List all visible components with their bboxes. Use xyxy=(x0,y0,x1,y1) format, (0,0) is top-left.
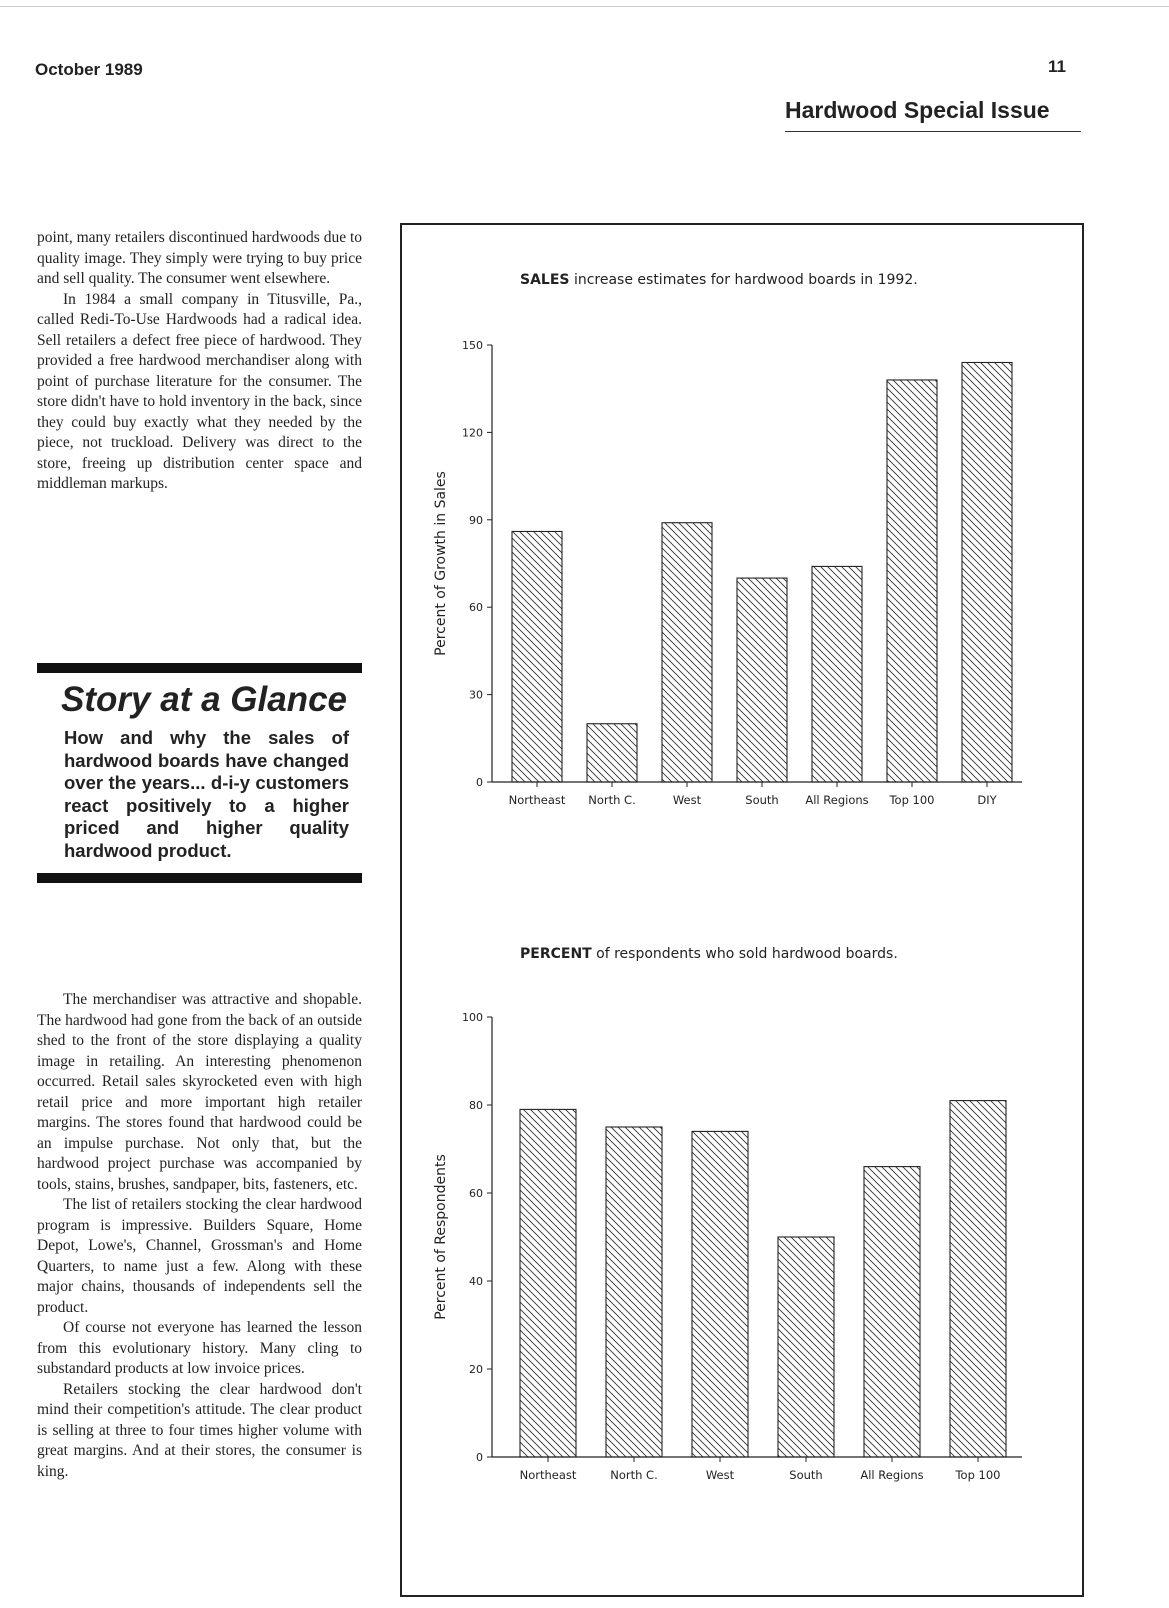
y-tick-label: 20 xyxy=(469,1363,483,1376)
x-tick-label: Top 100 xyxy=(955,1468,1001,1482)
y-axis-label: Percent of Respondents xyxy=(433,1154,449,1320)
bar xyxy=(950,1101,1006,1457)
article-paragraph: Retailers stocking the clear hardwood don't mind their competition's attitude. The clear product is selling at three to four times higher volume with great margins. And at their stores, the consumer is king. xyxy=(37,1380,362,1480)
article-paragraph: The list of retailers stocking the clear hardwood program is impressive. Builders Square, Home Depot, Lowe's, Channel, Grossman's and Home Quarters, to name just a few. Along with these major chains, thousands of independents sell the product. xyxy=(37,1196,362,1316)
y-tick-label: 0 xyxy=(476,776,483,789)
y-tick-label: 40 xyxy=(469,1275,483,1288)
x-tick-label: North C. xyxy=(588,793,636,807)
chart-2 xyxy=(433,946,1022,1482)
chart-title: SALES increase estimates for hardwood boards in 1992. xyxy=(520,272,918,288)
x-tick-label: Northeast xyxy=(519,1468,577,1482)
bar xyxy=(520,1109,576,1457)
y-tick-label: 120 xyxy=(462,426,483,440)
bar xyxy=(587,724,637,782)
x-tick-label: DIY xyxy=(977,793,997,807)
glance-top-bar xyxy=(37,663,362,673)
bar xyxy=(778,1237,834,1457)
charts-frame xyxy=(400,223,1084,1597)
chart-1 xyxy=(433,272,1022,807)
chart-title: PERCENT of respondents who sold hardwood boards. xyxy=(520,946,898,962)
y-tick-label: 90 xyxy=(469,513,483,527)
page-number: 11 xyxy=(1048,57,1066,76)
x-tick-label: South xyxy=(789,1468,823,1482)
y-tick-label: 150 xyxy=(462,339,483,352)
x-tick-label: North C. xyxy=(610,1468,658,1482)
article-paragraph: point, many retailers discontinued hardwoods due to quality image. They simply were trying to buy price and sell quality. The consumer went elsewhere. xyxy=(37,229,363,287)
x-tick-label: South xyxy=(745,793,779,807)
x-tick-label: Top 100 xyxy=(889,793,935,807)
article-paragraph: Of course not everyone has learned the lesson from this evolutionary history. Many cling to substandard products at low invoice prices. xyxy=(37,1319,362,1377)
y-tick-label: 80 xyxy=(469,1099,483,1112)
bar xyxy=(737,578,787,782)
article-paragraph: In 1984 a small company in Titusville, Pa., called Redi-To-Use Hardwoods had a radical idea. Sell retailers a defect free piece of hardwood. They provided a free hardwood merchandiser along with point of purchase literature for the consumer. The store didn't have to hold inventory in the back, since they could buy exactly what they needed by the piece, not truckload. Delivery was direct to the store, freeing up distribution center space and middleman markups. xyxy=(37,290,362,492)
charts-svg xyxy=(402,225,1082,1595)
glance-bottom-bar xyxy=(37,873,362,883)
bar xyxy=(606,1127,662,1457)
y-tick-label: 30 xyxy=(469,688,483,702)
x-tick-label: All Regions xyxy=(805,793,869,807)
bar xyxy=(692,1131,748,1457)
top-edge-rule xyxy=(0,6,1169,7)
issue-title: Hardwood Special Issue xyxy=(785,97,1050,123)
x-tick-label: Northeast xyxy=(508,793,566,807)
x-tick-label: West xyxy=(672,793,702,807)
y-tick-label: 0 xyxy=(476,1451,483,1464)
article-paragraph: The merchandiser was attractive and shopable. The hardwood had gone from the back of an outside shed to the front of the store displaying a quality image in retailing. An interesting phenomenon occurred. Retail sales skyrocketed even with high retail price and more important high retailer margins. The stores found that hardwood could be an impulse purchase. Not only that, but the hardwood project purchase was accompanied by tools, stains, brushes, sandpaper, bits, fasteners, etc. xyxy=(37,991,362,1193)
article-bottom-column xyxy=(37,990,362,1482)
x-tick-label: All Regions xyxy=(860,1468,924,1482)
bar xyxy=(887,380,937,782)
y-tick-label: 100 xyxy=(462,1011,483,1024)
x-tick-label: West xyxy=(705,1468,735,1482)
issue-title-underline xyxy=(785,131,1081,132)
bar xyxy=(864,1167,920,1457)
glance-title: Story at a Glance xyxy=(61,680,347,719)
header-date: October 1989 xyxy=(35,60,143,79)
glance-summary: How and why the sales of hardwood boards have changed over the years... d-i-y customers react positively to a higher priced and higher quality hardwood product. xyxy=(64,727,349,861)
bar xyxy=(962,362,1012,782)
y-axis-label: Percent of Growth in Sales xyxy=(433,471,449,656)
article-top-column xyxy=(37,228,362,495)
bar xyxy=(812,566,862,782)
bar xyxy=(662,523,712,782)
bar xyxy=(512,531,562,782)
y-tick-label: 60 xyxy=(469,1187,483,1200)
y-tick-label: 60 xyxy=(469,601,483,615)
